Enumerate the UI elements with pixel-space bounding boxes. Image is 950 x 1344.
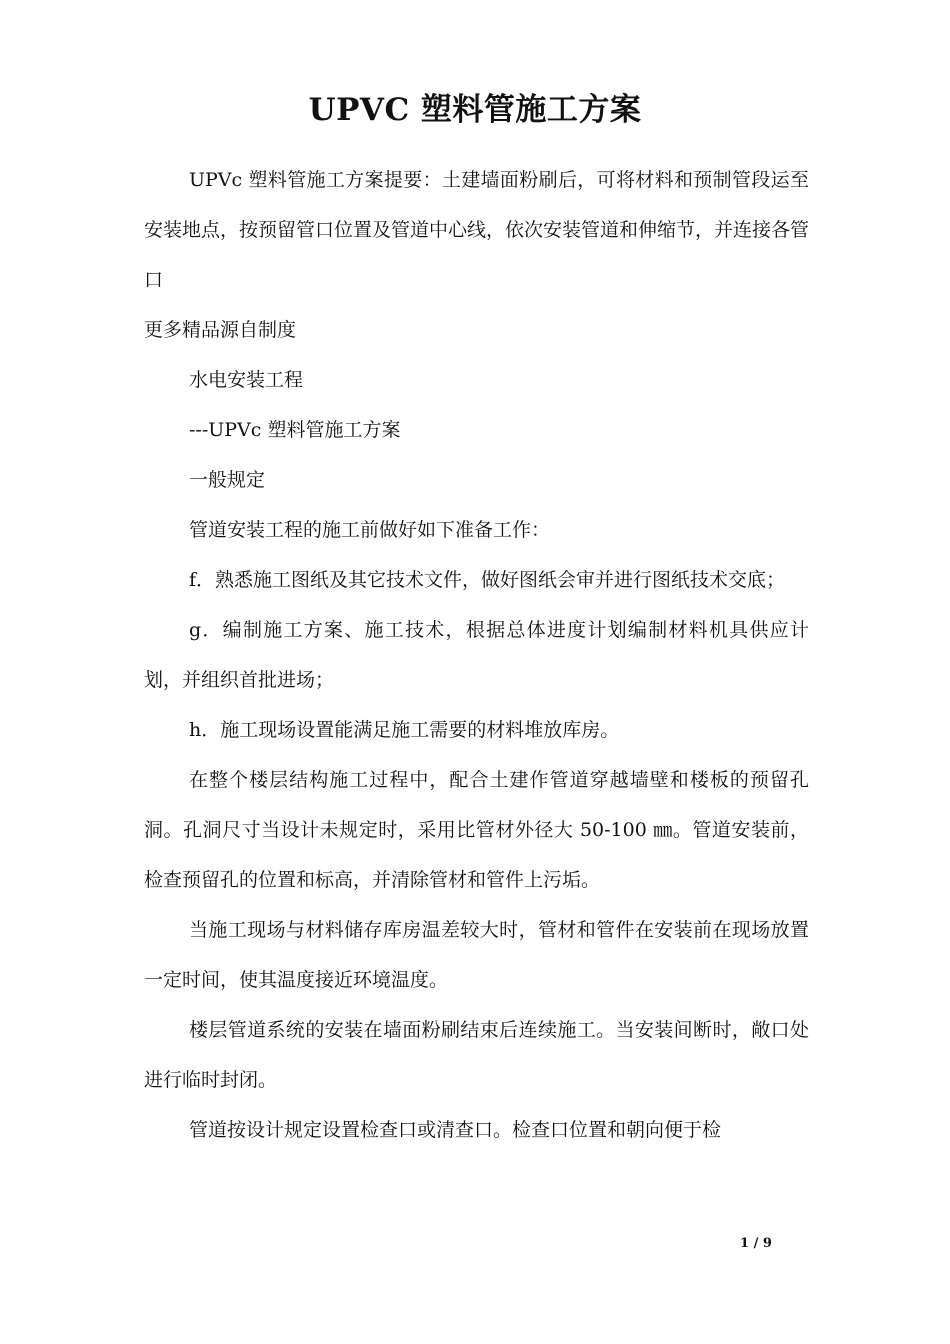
paragraph-inspection: 管道按设计规定设置检查口或清查口。检查口位置和朝向便于检 <box>189 1119 722 1141</box>
list-item-g: g．编制施工方案、施工技术，根据总体进度计划编制材料机具供应计划，并组织首批进场； <box>144 619 809 691</box>
section-heading-general: 一般规定 <box>189 469 266 491</box>
list-item-h: h．施工现场设置能满足施工需要的材料堆放库房。 <box>189 719 620 741</box>
paragraph-preparation: 管道安装工程的施工前做好如下准备工作： <box>189 519 551 541</box>
paragraph-reserved-holes: 在整个楼层结构施工过程中，配合土建作管道穿越墙壁和楼板的预留孔洞。孔洞尺寸当设计未规定时，采用比管材外径大 50-100 ㎜。管道安装前，检查预留孔的位置和标高，并清除管材和管件上污垢。 <box>144 769 809 891</box>
paragraph-installation: 楼层管道系统的安装在墙面粉刷结束后连续施工。当安装间断时，敞口处进行临时封闭。 <box>144 1019 809 1091</box>
paragraph-source-note: 更多精品源自制度 <box>144 319 297 341</box>
list-item-f: f．熟悉施工图纸及其它技术文件，做好图纸会审并进行图纸技术交底； <box>189 569 786 591</box>
document-title: UPVC 塑料管施工方案 <box>308 92 642 128</box>
paragraph-project-name: 水电安装工程 <box>189 369 304 391</box>
document-body <box>144 155 809 1155</box>
paragraph-summary: UPVc 塑料管施工方案提要：土建墙面粉刷后，可将材料和预制管段运至安装地点，按预留管口位置及管道中心线，依次安装管道和伸缩节，并连接各管口 <box>144 169 810 291</box>
page-number: 1 / 9 <box>740 1236 772 1251</box>
paragraph-temperature: 当施工现场与材料储存库房温差较大时，管材和管件在安装前在现场放置一定时间，使其温度接近环境温度。 <box>144 919 809 991</box>
paragraph-subtitle: ---UPVc 塑料管施工方案 <box>189 419 401 441</box>
